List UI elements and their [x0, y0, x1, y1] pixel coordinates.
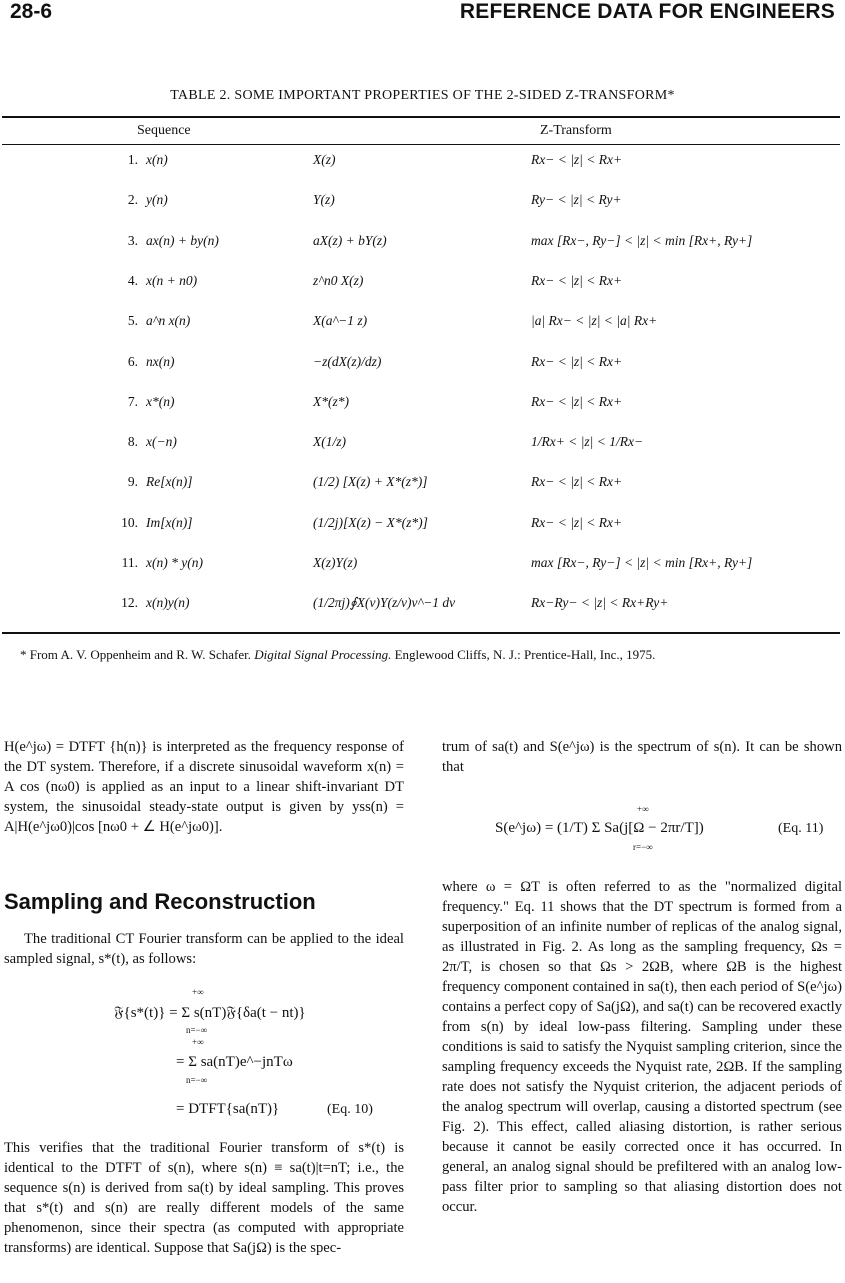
row-number: 3.	[127, 232, 138, 248]
sequence-cell: x*(n)	[146, 393, 175, 409]
row-number: 12.	[121, 595, 138, 611]
sequence-cell: Re[x(n)]	[146, 474, 193, 490]
table-row	[0, 273, 845, 295]
sequence-cell: x(n)y(n)	[146, 595, 190, 611]
table-row	[0, 555, 845, 577]
ztransform-cell: z^n0 X(z)	[313, 272, 364, 288]
footnote-suffix: Englewood Cliffs, N. J.: Prentice-Hall, Inc., 1975.	[394, 647, 656, 662]
table-caption: TABLE 2. SOME IMPORTANT PROPERTIES OF THE 2-SIDED Z-TRANSFORM*	[170, 88, 675, 103]
sum-lower-limit-2: n=−∞	[186, 1075, 208, 1085]
row-number: 2.	[127, 192, 138, 208]
equation-11: S(e^jω) = (1/T) Σ Sa(j[Ω − 2πr/T])	[495, 820, 704, 836]
ztransform-cell: (1/2) [X(z) + X*(z*)]	[313, 474, 428, 490]
equation-10-line-1: 𝔉{s*(t)} = Σ s(nT)𝔉{δa(t − nt)}	[114, 1005, 306, 1021]
ztransform-cell: X*(z*)	[313, 393, 349, 409]
table-row	[0, 354, 845, 376]
table-row	[0, 595, 845, 617]
table-row	[0, 233, 845, 255]
sum-lower-limit: n=−∞	[186, 1025, 208, 1035]
table-row	[0, 152, 845, 174]
ztransform-cell: −z(dX(z)/dz)	[313, 353, 382, 369]
roc-cell: max [Rx−, Ry−] < |z| < min [Rx+, Ry+]	[531, 555, 753, 570]
eq11-sum-upper-limit: +∞	[637, 804, 649, 814]
sequence-cell: Im[x(n)]	[146, 514, 193, 530]
table-header-rule	[2, 144, 840, 145]
sum-upper-limit-2: +∞	[192, 1037, 204, 1047]
ztransform-cell: X(z)	[313, 152, 336, 167]
footnote-prefix: * From A. V. Oppenheim and R. W. Schafer.	[20, 647, 251, 662]
table-row	[0, 313, 845, 335]
roc-cell: max [Rx−, Ry−] < |z| < min [Rx+, Ry+]	[531, 232, 753, 248]
equation-10-label: (Eq. 10)	[327, 1102, 373, 1117]
roc-cell: |a| Rx− < |z| < |a| Rx+	[531, 313, 658, 329]
sequence-cell: x(n + n0)	[146, 272, 198, 288]
roc-cell: Rx− < |z| < Rx+	[531, 152, 623, 167]
sequence-cell: a^n x(n)	[146, 313, 191, 329]
roc-cell: Rx− < |z| < Rx+	[531, 393, 623, 409]
ztransform-cell: (1/2πj)∮X(v)Y(z/v)v^−1 dv	[313, 595, 456, 611]
sequence-cell: ax(n) + by(n)	[146, 232, 219, 248]
table-top-rule	[2, 116, 840, 118]
equation-10-line-3: = DTFT{sa(nT)}	[176, 1101, 280, 1117]
section-heading: Sampling and Reconstruction	[4, 889, 316, 914]
left-section-paragraph: The traditional CT Fourier transform can be applied to the ideal sampled signal, s*(t), as follows:	[4, 931, 404, 967]
table-row	[0, 434, 845, 456]
ztransform-cell: (1/2j)[X(z) − X*(z*)]	[313, 514, 428, 530]
running-title: REFERENCE DATA FOR ENGINEERS	[459, 0, 835, 23]
row-number: 11.	[121, 555, 138, 570]
table-row	[0, 192, 845, 214]
table-footnote	[20, 647, 655, 663]
footnote-book-title: Digital Signal Processing.	[254, 647, 392, 662]
row-number: 10.	[121, 514, 138, 530]
row-number: 5.	[127, 313, 138, 329]
sum-upper-limit: +∞	[192, 987, 204, 997]
ztransform-cell: X(1/z)	[313, 434, 346, 450]
roc-cell: 1/Rx+ < |z| < 1/Rx−	[531, 434, 644, 450]
roc-cell: Rx− < |z| < Rx+	[531, 514, 623, 530]
sequence-cell: x(n) * y(n)	[146, 555, 203, 570]
row-number: 9.	[127, 474, 138, 490]
roc-cell: Ry− < |z| < Ry+	[531, 192, 622, 208]
ztransform-cell: aX(z) + bY(z)	[313, 232, 387, 248]
table-row	[0, 394, 845, 416]
roc-cell: Rx− < |z| < Rx+	[531, 272, 623, 288]
roc-cell: Rx− < |z| < Rx+	[531, 353, 623, 369]
roc-cell: Rx− < |z| < Rx+	[531, 474, 623, 490]
eq11-sum-lower-limit: r=−∞	[633, 842, 653, 852]
ztransform-cell: X(z)Y(z)	[313, 555, 358, 570]
equation-11-label: (Eq. 11)	[778, 821, 824, 836]
column-header-ztransform: Z-Transform	[540, 123, 612, 138]
row-number: 7.	[127, 393, 138, 409]
ztransform-cell: Y(z)	[313, 192, 335, 208]
left-closing-paragraph: This verifies that the traditional Fourier transform of s*(t) is identical to the DTFT of s(n), where s(n) ≡ sa(t)|t=nT; i.e., the sequence s(n) is derived from sa(t) by ideal sampling. This proves that s*(t) and s(n) are really different models of the same phenomenon, since their spectra (as computed with appropriate transforms) are identical. Suppose that Sa(jΩ) is the spec-	[4, 1140, 404, 1256]
table-bottom-rule	[2, 632, 840, 634]
row-number: 4.	[127, 272, 138, 288]
left-intro-paragraph: H(e^jω) = DTFT {h(n)} is interpreted as the frequency response of the DT system. Therefore, if a discrete sinusoidal waveform x(n) = A cos (nω0) is applied as an input to a linear shift-invariant DT system, the sinusoidal steady-state output is given by yss(n) = A|H(e^jω0)|cos [nω0 + ∠ H(e^jω0)].	[4, 739, 404, 835]
row-number: 8.	[127, 434, 138, 450]
row-number: 1.	[127, 152, 138, 167]
ztransform-cell: X(a^−1 z)	[313, 313, 368, 329]
table-row	[0, 515, 845, 537]
page-header	[8, 0, 837, 26]
right-opening-paragraph: trum of sa(t) and S(e^jω) is the spectrum of s(n). It can be shown that	[442, 739, 842, 775]
column-header-sequence: Sequence	[137, 123, 191, 138]
sequence-cell: x(n)	[146, 152, 168, 167]
sequence-cell: y(n)	[146, 192, 168, 208]
page-number: 28-6	[10, 0, 53, 23]
equation-10-line-2: = Σ sa(nT)e^−jnTω	[176, 1054, 293, 1070]
row-number: 6.	[127, 353, 138, 369]
table-row	[0, 474, 845, 496]
right-body-paragraph: where ω = ΩT is often referred to as the "normalized digital frequency." Eq. 11 shows that the DT spectrum is formed from a superposition of an infinite number of replicas of the analog signal, as illustrated in Fig. 2. As long as the sampling frequency, Ωs = 2π/T, is chosen so that Ωs > 2ΩB, where ΩB is the highest frequency component contained in sa(t), then each period of S(e^jω) contains a perfect copy of Sa(jΩ), and sa(t) can be recovered exactly from s(n) by ideal low-pass filtering. Sampling under these conditions is said to satisfy the Nyquist sampling criterion, since the sampling frequency exceeds the Nyquist rate, 2ΩB. If the sampling rate does not satisfy the Nyquist criterion, the adjacent periods of the analog spectrum will overlap, causing a distorted spectrum (see Fig. 2). This effect, called aliasing distortion, is rather serious because it cannot be easily corrected once it has occurred. In general, an analog signal should be prefiltered with an analog low-pass filter prior to sampling so that aliasing distortion does not occur.	[442, 879, 842, 1215]
sequence-cell: x(−n)	[146, 434, 177, 450]
sequence-cell: nx(n)	[146, 353, 175, 369]
roc-cell: Rx−Ry− < |z| < Rx+Ry+	[531, 595, 669, 611]
